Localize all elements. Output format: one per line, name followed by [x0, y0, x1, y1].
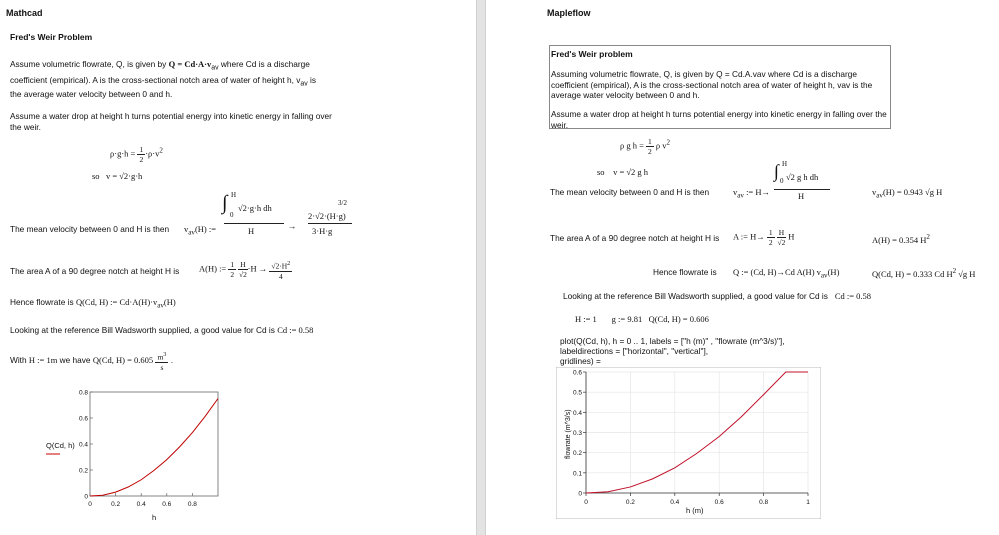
x-tick-label: 0.4 — [136, 501, 146, 508]
mapleflow-mean-label: The mean velocity between 0 and H is then — [550, 187, 710, 197]
we-have-label: we have — [59, 354, 91, 365]
mean-lhs-sub: av — [188, 228, 195, 237]
mathcad-plot-frame — [90, 392, 218, 496]
energy-frac-num: 1 — [139, 145, 144, 154]
mapleflow-plot-ylabel[interactable]: flowrate (m^3/s) — [565, 409, 572, 459]
mf-mean-op: := H→ — [746, 187, 770, 197]
mf-mean-result-sub: av — [876, 191, 883, 200]
mean-res-num: 2·√2·(H·g) — [308, 211, 346, 221]
mapleflow-intro: Assuming volumetric flowrate, Q, is given by Q = Cd.A.vav where Cd is a discharge coefficient (empirical), A is the cross-sectional notch area of water of height h, vav is the average water velocity between 0 and h. — [551, 69, 873, 100]
mapleflow-text-region[interactable] — [549, 45, 891, 129]
mf-so-label: so — [597, 167, 605, 177]
area-c2-num: H — [240, 260, 246, 270]
area-result — [269, 259, 292, 281]
mean-arrow: → — [288, 221, 297, 231]
plot-cmd-line2: labeldirections = ["horizontal", "vertical"], — [560, 346, 709, 356]
plot-cmd-line1: plot(Q(Cd, h), h = 0 .. 1, labels = ["h (m)" , "flowrate (m^3/s)"], — [560, 336, 785, 346]
energy-lhs: ρ·g·h = — [110, 148, 136, 159]
mf-mean-lhs: v — [733, 187, 738, 197]
y-tick-label: 0 — [578, 490, 582, 498]
mathcad-intro-line2[interactable] — [10, 75, 316, 88]
energy-exp: 2 — [159, 146, 163, 155]
mapleflow-defs-line[interactable] — [575, 314, 709, 324]
int-upper: H — [231, 191, 237, 199]
q-result: Q(Cd, H) = 0.605 — [92, 354, 154, 365]
mapleflow-app-title: Mapleflow — [547, 8, 591, 18]
area-c1-num: 1 — [230, 260, 235, 270]
ref-label: Looking at the reference Bill Wadsworth supplied, a good value for Cd is — [10, 325, 275, 335]
area-arrow: → — [258, 263, 268, 274]
mf-flow-result-exp: 2 — [952, 267, 957, 275]
area-c1-den: 2 — [230, 270, 235, 280]
mapleflow-energy-eq[interactable] — [620, 137, 670, 156]
mathcad-v-eq[interactable] — [92, 171, 142, 181]
mf-mean-result: v — [872, 187, 877, 197]
area-res-num: √2·H — [271, 261, 288, 271]
cd-definition: Cd := 0.58 — [277, 325, 314, 335]
mapleflow-area-def[interactable] — [733, 228, 794, 247]
q-formula: Q = Cd·A·v — [168, 59, 212, 69]
x-tick-label: 0.6 — [714, 499, 724, 506]
mapleflow-mean-result[interactable] — [872, 187, 942, 200]
intro-line2-text: coefficient (empirical). A is the cross-sectional notch area of water of height h, v — [10, 75, 301, 85]
result-dot: . — [170, 354, 174, 365]
y-tick-label: 0 — [84, 493, 88, 501]
unit-num: m — [157, 352, 164, 362]
mf-area-c1 — [767, 228, 775, 247]
mathcad-mean-lhs[interactable] — [184, 224, 216, 237]
h-definition: H := 1m — [28, 354, 58, 365]
x-tick-label: 0.8 — [759, 499, 769, 506]
intro-text-2: where Cd is a discharge — [220, 59, 310, 69]
mathcad-flow-line[interactable] — [10, 297, 176, 310]
plot-cmd-line3: gridlines) = — [560, 356, 601, 366]
unit-exp: 3 — [163, 351, 167, 358]
with-label: With — [10, 354, 27, 365]
x-tick-label: 1 — [806, 499, 810, 506]
flow-def-main: Q(Cd, H) := Cd·A(H)·v — [75, 297, 158, 307]
mathcad-mean-label: The mean velocity between 0 and H is then — [10, 224, 170, 234]
energy-rhs: ·ρ·v — [145, 148, 160, 159]
x-tick-label: 0.8 — [187, 501, 197, 508]
y-tick-label: 0.6 — [78, 415, 88, 423]
so-label: so — [92, 171, 100, 181]
mf-energy-frac-num: 1 — [648, 137, 652, 146]
mf-integral-sign: ∫ — [774, 161, 779, 181]
mean-res-exp: 3/2 — [338, 199, 347, 207]
pane-divider[interactable] — [476, 0, 486, 535]
mapleflow-pane — [486, 0, 999, 535]
area-c2 — [238, 260, 247, 279]
flow-def-sub: av — [157, 301, 164, 310]
unit-den: s — [160, 362, 164, 372]
mf-area-c2 — [777, 228, 786, 247]
mf-area-def: A := H→ — [733, 231, 765, 242]
x-tick-label: 0.2 — [625, 499, 635, 506]
int-body: √2·g·h dh — [238, 203, 272, 213]
x-tick-label: 0.6 — [162, 501, 172, 508]
mathcad-energy-eq[interactable] — [110, 145, 163, 164]
y-tick-label: 0.1 — [572, 470, 582, 478]
mathcad-area-eq[interactable] — [199, 259, 292, 281]
mathcad-plot[interactable] — [40, 385, 230, 525]
integral-sign: ∫ — [222, 192, 228, 214]
mf-area-c1-den: 2 — [768, 238, 773, 247]
mapleflow-v-eq[interactable] — [597, 167, 648, 177]
mapleflow-mean-def[interactable] — [733, 187, 770, 200]
mapleflow-flow-label: Hence flowrate is — [653, 267, 717, 277]
mathcad-plot-xlabel[interactable]: h — [152, 513, 157, 522]
mathcad-plot-ylabel[interactable]: Q(Cd, h) — [46, 441, 75, 450]
y-tick-label: 0.2 — [78, 467, 88, 475]
x-tick-label: 0.4 — [670, 499, 680, 506]
area-c1 — [228, 260, 236, 279]
mapleflow-flow-result[interactable] — [872, 267, 975, 279]
mathcad-area-label: The area A of a 90 degree notch at height H is — [10, 266, 180, 276]
mf-area-c2-den: √2 — [777, 238, 786, 247]
mapleflow-plot-box — [556, 367, 821, 519]
mapleflow-plot-xlabel[interactable]: h (m) — [686, 506, 704, 515]
mf-q-eval: Q(Cd, H) = 0.606 — [648, 314, 709, 324]
mathcad-result-line[interactable] — [10, 350, 173, 372]
int-frac-bar — [224, 223, 284, 224]
mf-flow-def-end: (H) — [827, 267, 840, 277]
mf-mean-result-end: (H) = 0.943 √g H — [882, 187, 943, 197]
y-tick-label: 0.4 — [572, 409, 582, 417]
q-formula-sub: av — [211, 64, 219, 72]
mf-g-def: g := 9.81 — [611, 314, 643, 324]
y-tick-label: 0.4 — [78, 441, 88, 449]
mean-res-den: 3·H·g — [312, 226, 333, 236]
y-tick-label: 0.6 — [572, 369, 582, 377]
mapleflow-area-label: The area A of a 90 degree notch at height H is — [550, 233, 720, 243]
q-unit — [155, 350, 168, 372]
y-tick-label: 0.2 — [572, 450, 582, 458]
mapleflow-area-result[interactable] — [872, 233, 930, 245]
mf-area-c2-num: H — [778, 228, 785, 237]
int-den: H — [248, 226, 255, 236]
mf-area-c1-num: 1 — [768, 228, 773, 237]
flow-def-end: (H) — [163, 297, 176, 307]
v-equation: v = √2·g·h — [105, 171, 143, 181]
mapleflow-plot[interactable] — [556, 367, 821, 519]
mean-lhs-arg: (H) := — [194, 224, 217, 234]
x-tick-label: 0.2 — [111, 501, 121, 508]
intro-line2-end: is — [310, 75, 316, 85]
y-tick-label: 0.3 — [572, 430, 582, 437]
intro-text-1: Assume volumetric flowrate, Q, is given by — [10, 59, 167, 69]
mapleflow-ref-line[interactable] — [563, 291, 871, 301]
mf-energy-rhs: ρ v — [655, 140, 667, 151]
mf-energy-lhs: ρ g h = — [620, 140, 644, 151]
mf-flow-def-sub: av — [820, 271, 828, 280]
mathcad-pane — [0, 0, 476, 535]
mathcad-worksheet-title[interactable]: Fred's Weir Problem — [10, 32, 93, 42]
mf-mean-lhs-sub: av — [737, 191, 744, 200]
mean-lhs: v — [184, 224, 189, 234]
mapleflow-drop: Assume a water drop at height h turns potential energy into kinetic energy in falling over the weir. — [551, 109, 887, 130]
mf-int-den: H — [798, 191, 805, 201]
flow-label: Hence flowrate is — [10, 297, 74, 307]
mf-flow-result-end: √g H — [958, 268, 976, 279]
area-res-exp: 2 — [287, 260, 291, 267]
mean-res-bar — [308, 223, 352, 224]
energy-frac-den: 2 — [139, 155, 144, 164]
mf-energy-frac-den: 2 — [648, 147, 652, 156]
mf-area-tail: H — [788, 231, 795, 242]
mf-h-def: H := 1 — [575, 314, 597, 324]
flow-def — [75, 297, 176, 310]
y-tick-label: 0.8 — [78, 389, 88, 397]
mf-flow-def: Q := (Cd, H)→Cd A(H) v — [733, 267, 821, 277]
mapleflow-worksheet-title: Fred's Weir problem — [551, 49, 633, 59]
mapleflow-flow-def[interactable] — [733, 267, 839, 280]
mf-int-body: √2 g h dh — [786, 172, 819, 182]
mathcad-ref-line[interactable] — [10, 325, 313, 335]
mapleflow-plot-command[interactable] — [560, 336, 785, 366]
mathcad-drop-line2[interactable]: the weir. — [10, 122, 41, 132]
x-tick-label: 0 — [584, 499, 588, 506]
mf-energy-exp: 2 — [666, 138, 671, 147]
area-tail: ·H — [247, 263, 257, 274]
mathcad-intro-line3[interactable]: the average water velocity between 0 and h. — [10, 89, 173, 99]
mf-v-equation: v = √2 g h — [613, 167, 649, 177]
area-c2-den: √2 — [238, 270, 247, 280]
int-lower: 0 — [230, 211, 234, 219]
mathcad-drop-line1[interactable]: Assume a water drop at height h turns potential energy into kinetic energy in falling over — [10, 111, 332, 121]
mathcad-app-title: Mathcad — [6, 8, 43, 18]
y-tick-label: 0.5 — [572, 389, 582, 397]
area-lhs: A(H) := — [199, 263, 227, 274]
mf-int-upper: H — [782, 160, 788, 168]
mf-cd-definition: Cd := 0.58 — [834, 291, 872, 301]
mathcad-intro-line1[interactable] — [10, 59, 310, 72]
mf-area-result: A(H) = 0.354 H — [872, 234, 927, 245]
intro-line2-sub: av — [300, 80, 308, 88]
mf-int-bar — [774, 189, 830, 190]
mf-energy-frac — [646, 137, 654, 156]
mf-flow-result: Q(Cd, H) = 0.333 Cd H — [872, 268, 953, 279]
mf-int-lower: 0 — [780, 177, 784, 185]
x-tick-label: 0 — [88, 501, 92, 508]
area-res-den: 4 — [278, 271, 283, 281]
mf-area-result-exp: 2 — [926, 233, 930, 241]
mf-ref-label: Looking at the reference Bill Wadsworth supplied, a good value for Cd is — [563, 291, 828, 301]
